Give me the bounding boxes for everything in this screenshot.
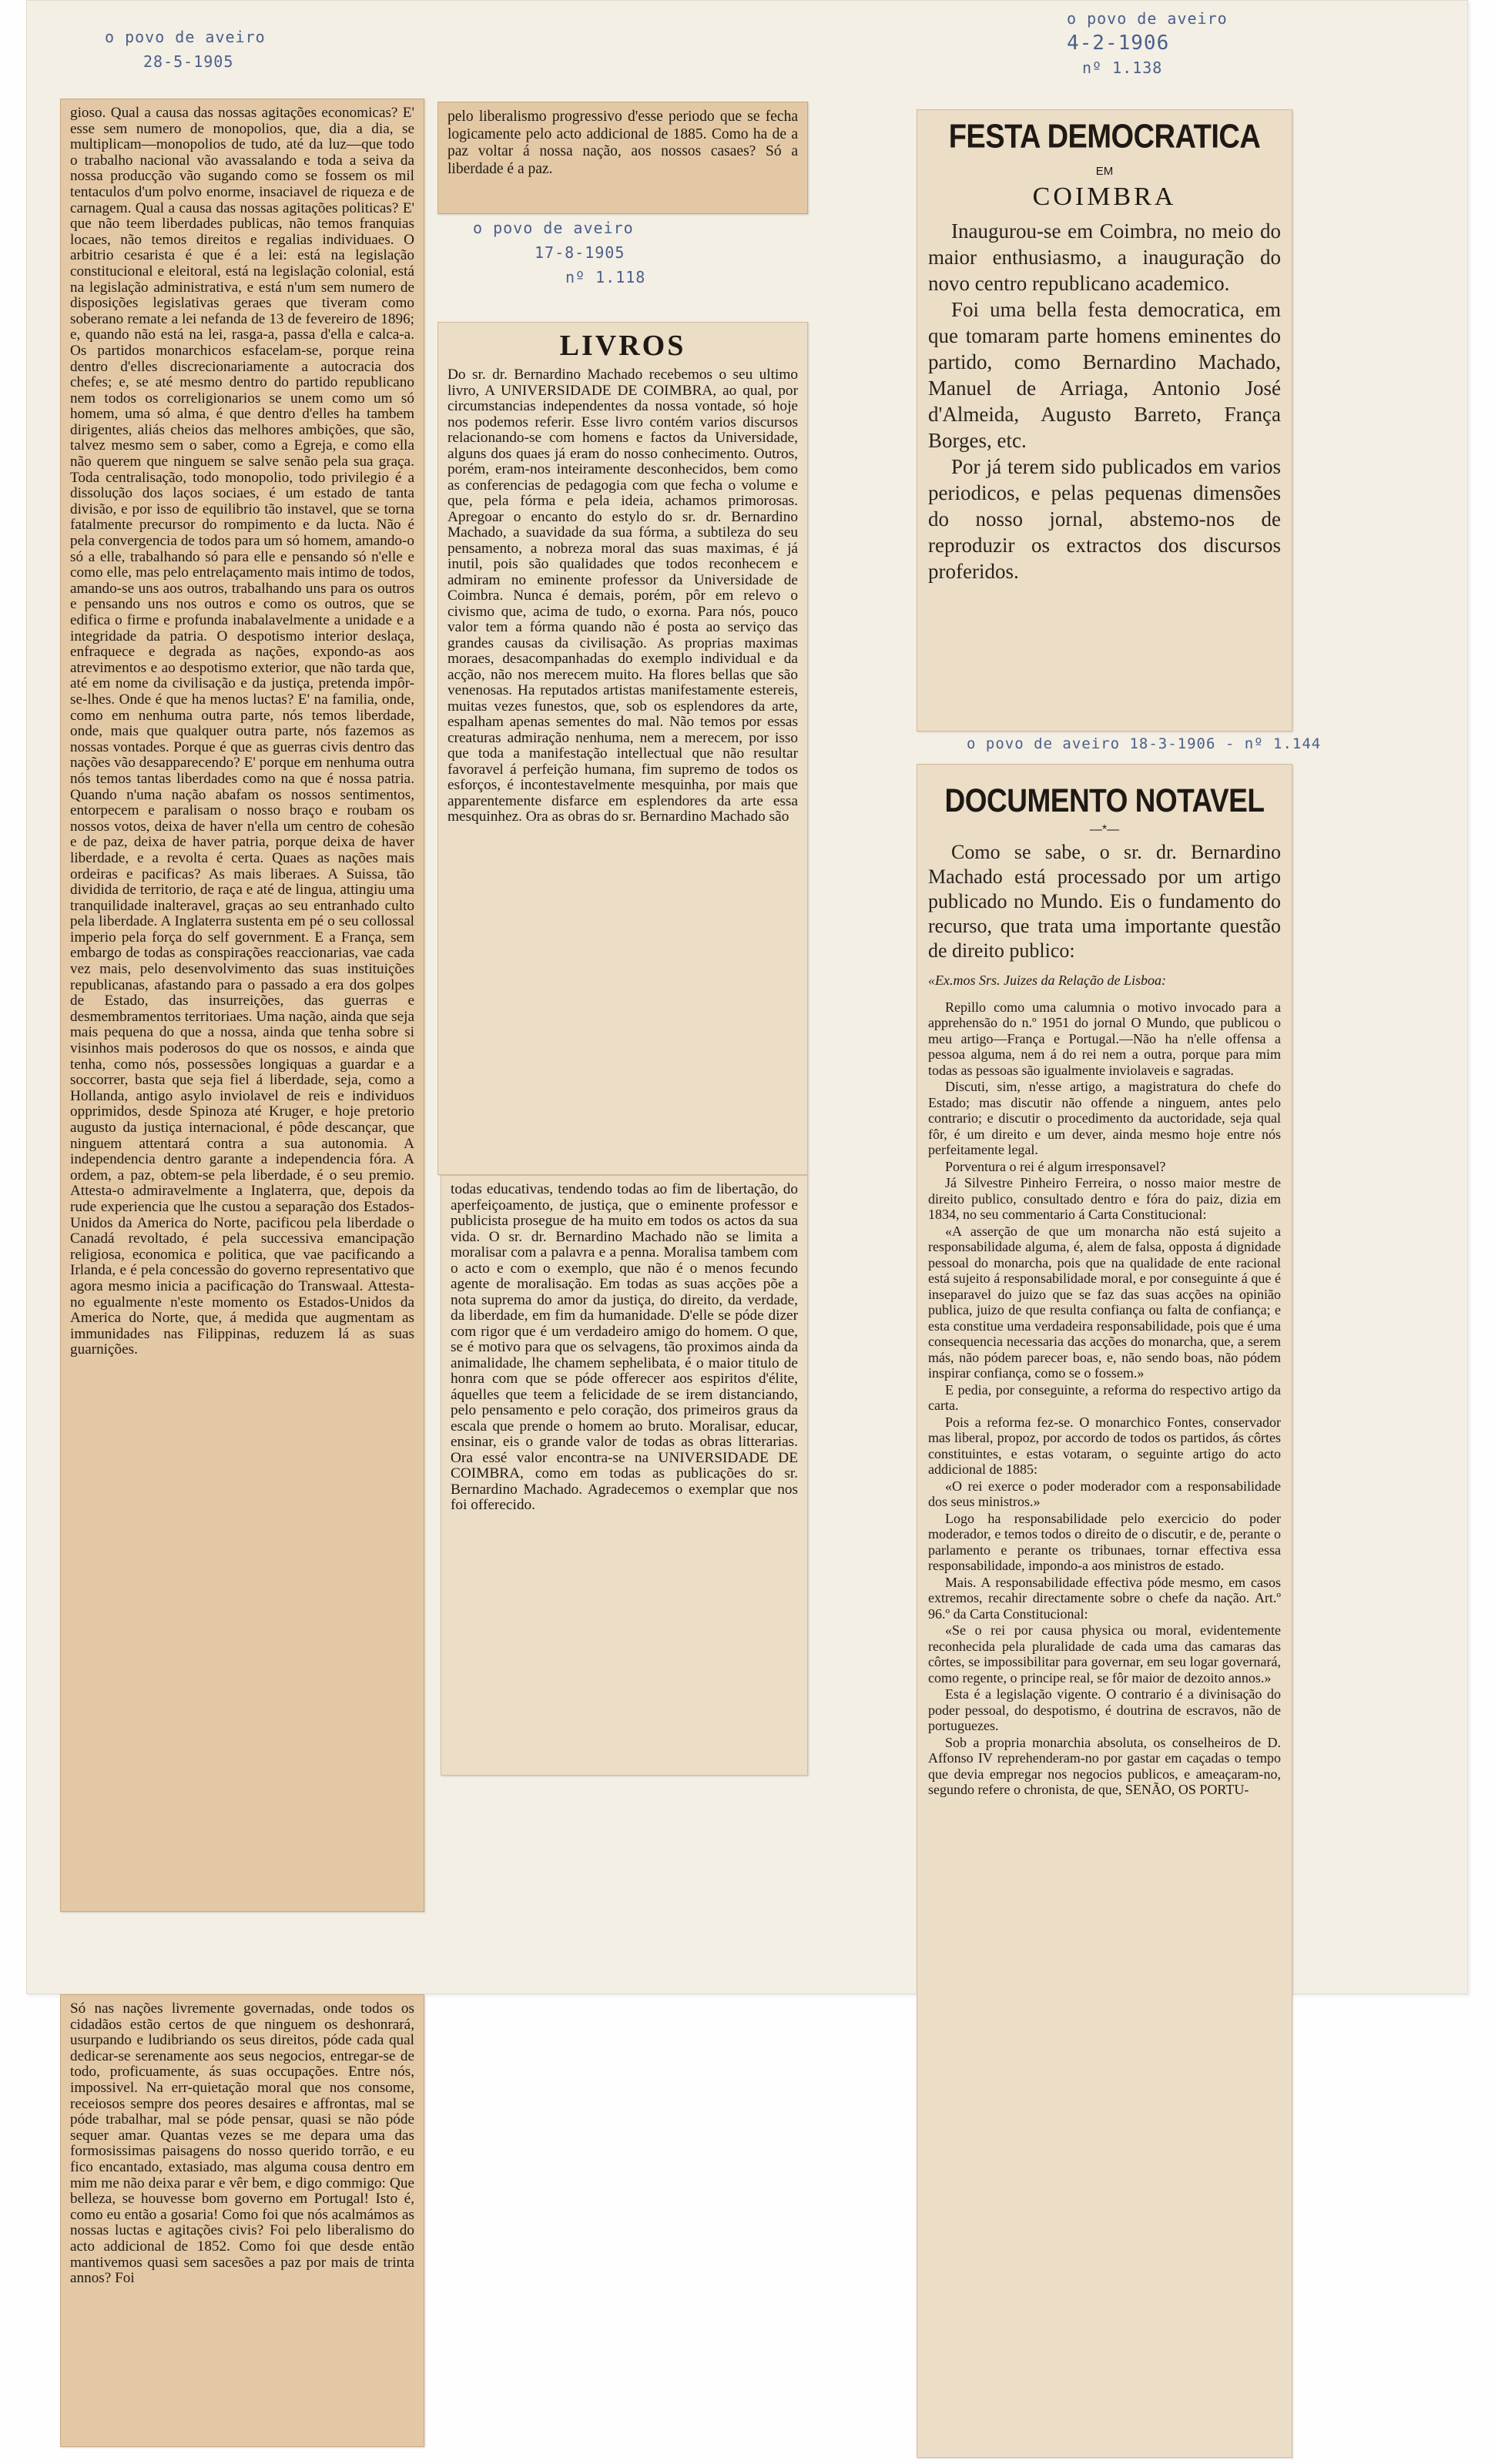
note-source: o povo de aveiro: [1067, 9, 1228, 28]
note-date: 28-5-1905: [143, 52, 234, 71]
doc-paragraph: Pois a reforma fez-se. O monarchico Fontes, conservador mas liberal, propoz, por accordo de todos os partidos, ás côrtes constituintes, e estas votaram, o seguinte artigo do acto addicional de 1885:: [928, 1414, 1281, 1477]
clipping-livros-cont: [441, 1175, 808, 1776]
livros-continuation: todas educativas, tendendo todas ao fim de libertação, do aperfeiçoamento, de justiça, que o eminente professor e publicista prosegue de ha muito em todos os actos da sua vida. O sr. dr. Bernardino Machado não se limita a moralisar com a palavra e a penna. Moralisa tambem com o acto e com o exemplo, que não é o menos fecundo agente de moralisação. Em todas as suas acções põe a nota suprema do amor da justiça, do direito, da verdade, da liberdade, em fim da humanidade. D'elle se póde dizer com rigor que é um verdadeiro amigo do homem. O que, se é motivo para que os selvagens, tão proximos ainda da animalidade, lhe chamem sephelibata, é o maior titulo de honra com que se póde offerecer aos espiritos d'élite, áquelles que teem a felicidade de se irem distanciando, pelo pensamento e pelo coração, dos primeiros graus da escala que prende o homem ao bruto. Moralisar, educar, ensinar, eis o grande valor de todas as obras litterarias. Ora essé valor encontra-se na UNIVERSIDADE DE COIMBRA, como em todas as publicações do sr. Bernardino Machado. Agradecemos o exemplar que nos foi offerecido.: [451, 1181, 798, 1513]
festa-title: FESTA DEMOCRATICA: [948, 118, 1261, 156]
clipping-livros: [437, 322, 808, 1175]
doc-body: [917, 973, 1292, 1798]
festa-body: [917, 218, 1292, 584]
doc-title: DOCUMENTO NOTAVEL: [944, 782, 1265, 819]
doc-paragraph: Mais. A responsabilidade effectiva póde mesmo, em casos extremos, recahir directamente sobre o chefe da nação. Art.º 96.º da Carta Constitucional:: [928, 1574, 1281, 1622]
doc-paragraph: E pedia, por conseguinte, a reforma do respectivo artigo da carta.: [928, 1381, 1281, 1413]
doc-paragraph: Repillo como uma calumnia o motivo invocado para a apprehensão do n.º 1951 do jornal O Mundo, que publicou o meu artigo—França e Portugal.—Não ha n'elle offensa a pessoa alguma, nem á do rei nem a outra, porque para mim todas as pessoas são igualmente inviolaveis e sagradas.: [928, 999, 1281, 1078]
handwritten-note-3: [1067, 6, 1228, 80]
editorial-continuation: Só nas nações livremente governadas, onde todos os cidadãos estão certos de que ninguem os deshonrará, usurpando e ludibriando os seus direitos, póde cada qual dedicar-se serenamente aos seus negocios, entregar-se de todo, proficuamente, ás suas occupações. Entre nós, impossivel. Na err-quietação moral que nos consome, receiosos sempre dos peores desaires e affrontas, mal se póde trabalhar, mal se póde pensar, quasi se não póde sequer amar. Quantas vezes se me depara uma das formosissimas paisagens do nosso querido torrão, e eu fico encantado, extasiado, mas alguma cousa dentro em mim me não deixa parar e vêr bem, e digo commigo: Que belleza, se houvesse bom governo em Portugal! Isto é, como eu então a gosaria! Como foi que nós acalmámos as nossas luctas e agitações civis? Foi pelo liberalismo do acto addicional de 1852. Como foi que desde então mantivemos quasi sem sacesões a paz por mais de trinta annos? Foi: [70, 2000, 414, 2287]
note-text: o povo de aveiro 18-3-1906 - nº 1.144: [967, 735, 1322, 752]
clipping-editorial: [60, 99, 424, 1912]
festa-paragraph-3: Por já terem sido publicados em varios periodicos, e pelas pequenas dimensões do nosso jornal, abstemo-nos de reproduzir os extractos dos discursos proferidos.: [928, 455, 1281, 583]
doc-quote: «Se o rei por causa physica ou moral, evidentemente reconhecida pela pluralidade de cada uma das camaras das côrtes, se impossibilitar para governar, em seu logar governará, como regente, o principe real, se fôr maior de dezoito annos.»: [928, 1622, 1281, 1686]
editorial-end-text: pelo liberalismo progressivo d'esse periodo que se fecha logicamente pelo acto addicional de 1885. Como ha de a paz voltar á nossa nação, aos nossos casaes? Só a liberdade é a paz.: [447, 109, 798, 177]
note-number: nº 1.118: [565, 268, 646, 286]
doc-separator: —*—: [1089, 823, 1120, 836]
livros-text: Do sr. dr. Bernardino Machado recebemos o seu ultimo livro, A UNIVERSIDADE DE COIMBRA, ao qual, por circumstancias independentes da nossa vontade, só hoje nos podemos referir. Esse livro contém varios discursos relacionando-se com homens e factos da Universidade, alguns dos quaes já eram do nosso conhecimento. Outros, porém, eram-nos inteiramente desconhecidos, bem como as conferencias de pedagogia com que fecha o volume e que, pela fórma e pela ideia, achamos primorosas. Apregoar o encanto do estylo do sr. dr. Bernardino Machado, a suavidade da sua fórma, a subtileza do seu pensamento, a nobreza moral das suas maximas, é já inutil, pois são qualidades que todos reconhecem e admiram no eminente professor da Universidade de Coimbra. Nunca é demais, porém, pôr em relevo o civismo que, acima de tudo, o exorna. Para nós, pouco valor tem a fórma quando não é posta ao serviço das grandes causas da civilisação. As proprias maximas moraes, desacompanhadas do exemplo individual e da acção, não nos merecem muito. Ha flores bellas que são venenosas. Ha reputados artistas manifestamente estereis, muitas vezes funestos, que, sob os esplendores da arte, espalham apenas sementes do mal. Não temos por essas creaturas admiração nenhuma, nem a merecem, por isso que toda a manifestação intellectual que não resultar favoravel á perfeição humana, fim supremo de todos os esforços, é incontestavelmente mesquinha, por mais que apparentemente disfarce em esplendores da arte essa mesquinhez. Ora as obras do sr. Bernardino Machado são: [447, 367, 798, 825]
note-date: 4-2-1906: [1067, 32, 1170, 55]
clipping-festa-democratica: [917, 109, 1292, 732]
doc-paragraph: Já Silvestre Pinheiro Ferreira, o nosso maior mestre de direito publico, consultado dentro e fóra do paiz, dizia em 1834, no seu commentario á Carta Constitucional:: [928, 1175, 1281, 1222]
note-date: 17-8-1905: [535, 243, 625, 262]
editorial-text: gioso. Qual a causa das nossas agitações economicas? E' esse sem numero de monopolios, que, dia a dia, se multiplicam—monopolios de tudo, até da luz—que todo o trabalho nacional vão avassalando e toda a seiva da nossa producção vão sugando como se fossem os mil tentaculos d'um polvo enorme, insaciavel de riqueza e de carnagem. Qual a causa das nossas agitações politicas? E' que não teem liberdades publicas, não temos franquias locaes, não temos direitos e regalias individuaes. O arbitrio cesarista é que é a lei: está na legislação constitucional e eleitoral, está na legislação colonial, está na legislação administrativa, e está n'um sem numero de disposições legislativas geraes que tiveram como soberano remate a lei nefanda de 13 de fevereiro de 1896; e, quando não está na lei, rasga-a, passa d'ella e calca-a. Os partidos monarchicos esfacelam-se, porque reina dentro d'elles discrecionariamente a autocracia dos chefes; e, se até mesmo dentro do partido republicano nem todos os correligionarios se unem como um só homem, uma só alma, é que dentro d'elles ha tambem dirigentes, aliás cheios das melhores ambições, que são, talvez mesmo sem o saber, como a Egreja, e como ella não querem que ninguem se salve senão pela sua graça. Toda centralisação, todo monopolio, todo privilegio é a dissolução dos laços sociaes, é um estado de tanta divisão, e por isso de equilibrio tão instavel, que se torna fatalmente precursor do rompimento e da lucta. Não é pela convergencia de todos para um só homem, amando-o só a elle, trabalhando só para elle e pensando só n'elle e como elle, mas pelo entrelaçamento mais intimo de todos, amando-se uns aos outros, trabalhando uns para os outros e pensando uns nos outros e como os outros, que se edifica o firme e profunda inabalavelmente a unidade e a integridade da patria. O despotismo interior deslaça, enfraquece e degrada as nações, expondo-as aos atrevimentos e ao despotismo exterior, que não tarda que, até em nome da civilisação e da justiça, pretenda impôr-se-lhes. Onde é que ha menos luctas? E' na familia, onde, como em nenhuma outra parte, nós temos liberdade, onde, mais que qualquer outra parte, nós fazemos as nossas vontades. Porque é que as guerras civis dentro das nações vão desapparecendo? E' porque em nenhuma outra nós temos tantas liberdades como na que é nossa patria. Quando n'uma nação abafam os nossos sentimentos, entorpecem e paralisam o nosso braço e roubam os nossos votos, deixa de haver n'ella um centro de cohesão e de paz, deixa de haver patria, porque deixa de haver liberdade, e a revolta é certa. Quaes as nações mais ordeiras e pacificas? As mais liberaes. A Suissa, tão dividida de territorio, de raça e até de lingua, attingiu uma tranquilidade inalteravel, graças ao seu entranhado culto pela liberdade. A Inglaterra sustenta em pé o seu collossal imperio pela força do self government. E a França, sem embargo de todas as conspirações reaccionarias, vae cada vez mais, pelo desenvolvimento das suas instituições republicanas, afastando para o passado a era dos golpes de Estado, das insurreições, das guerras e desmembramentos territoriaes. Uma nação, ainda que seja mais pequena do que a nossa, ainda que tenha sobre si visinhos mais poderosos do que os nossos, e ainda que tenha, como nós, possessões longiquas a guardar e a soccorrer, basta que seja fiel á liberdade, seja, como a Hollanda, antigo asylo inviolavel de reis e individuos opprimidos, desde Spinoza até Kruger, e hoje pretorio augusto da justiça internacional, é pôde descançar, que ninguem attentará contra a sua autonomia. A independencia dentro garante a independencia fóra. A ordem, a paz, obtem-se pela liberdade, é o seu premio. Attesta-o admiravelmente a Inglaterra, que, depois da rude experiencia que lhe custou a separação dos Estados-Unidos da America do Norte, pacificou pela liberdade o Canadá revoltado, é pela successiva emancipação religiosa, economica e politica, que vae pacificando a Irlanda, e é pela concessão do governo representativo que agora mesmo inicia a pacificação do Transwaal. Attesta-no egualmente n'este momento os Estados-Unidos da America do Norte, que, á medida que augmentam as immunidades nas Filippinas, reduzem lá as suas guarnições.: [70, 105, 414, 1358]
festa-title-em: EM: [1095, 165, 1114, 178]
clipping-documento-notavel: [917, 764, 1292, 2458]
doc-paragraph: Sob a propria monarchia absoluta, os conselheiros de D. Affonso IV reprehenderam-no por gastar em caçadas o tempo que devia empregar nos negocios publicos, e ameaçaram-no, segundo refere o chronista, de que, SENÃO, OS PORTU-: [928, 1734, 1281, 1797]
clipping-editorial-end: [437, 102, 808, 214]
doc-paragraph: Logo ha responsabilidade pelo exercicio do poder moderador, e temos todos o direito de o discutir, e de, perante o parlamento e perante os tribunaes, tornar effectiva essa responsabilidade, impondo-a aos ministros de estado.: [928, 1510, 1281, 1573]
handwritten-note-4: [967, 732, 1321, 756]
handwritten-note-2: [473, 216, 645, 290]
doc-intro-paragraph: Como se sabe, o sr. dr. Bernardino Machado está processado por um artigo publicado no Mundo. Eis o fundamento do recurso, que trata uma importante questão de direito publico:: [928, 841, 1281, 962]
doc-quote: «A asserção de que um monarcha não está sujeito a responsabilidade alguma, é, alem de falsa, opposta á dignidade pessoal do monarcha, pois que na qualidade de ente racional está sujeito á responsabilidade moral, e por conseguinte á que é inseparavel do juizo que se faz das suas acções na opinião publica, juizo de que resulta confiança ou falta de confiança; e esta constitue uma verdadeira responsabilidade, pois que é uma consequencia necessaria das acções do monarcha, que, a serem más, não pódem parecer boas, e, não sendo boas, não pódem inspirar confiança, como se o fossem.»: [928, 1223, 1281, 1381]
handwritten-note-1: [105, 25, 266, 74]
festa-paragraph-2: Foi uma bella festa democratica, em que tomaram parte homens eminentes do partido, como Bernardino Machado, Manuel de Arriaga, Antonio José d'Almeida, Augusto Barreto, França Borges, etc.: [928, 298, 1281, 452]
doc-paragraph: Porventura o rei é algum irresponsavel?: [945, 1158, 1166, 1174]
clipping-editorial-cont: [60, 1994, 424, 2447]
livros-title: LIVROS: [559, 330, 686, 362]
doc-paragraph: Esta é a legislação vigente. O contrario é a divinisação do poder pessoal, do despotismo, é doutrina de escravos, não de portuguezes.: [928, 1686, 1281, 1733]
note-number: nº 1.138: [1082, 59, 1163, 77]
doc-paragraph: Discuti, sim, n'esse artigo, a magistratura do chefe do Estado; mas discutir não offende a ninguem, antes pelo contrario; e discutir o procedimento da auctoridade, seja qual fôr, é um direito e um dever, ainda mesmo hoje entre nós perfeitamente legal.: [928, 1079, 1281, 1157]
note-source: o povo de aveiro: [473, 219, 634, 237]
doc-quote: «O rei exerce o poder moderador com a responsabilidade dos seus ministros.»: [928, 1478, 1281, 1509]
doc-intro: [917, 840, 1292, 963]
festa-paragraph-1: Inaugurou-se em Coimbra, no meio do maior enthusiasmo, a inauguração do novo centro republicano academico.: [928, 219, 1281, 295]
note-source: o povo de aveiro: [105, 28, 266, 46]
doc-salutation: «Ex.mos Srs. Juizes da Relação de Lisboa:: [928, 973, 1166, 988]
festa-title-city: COIMBRA: [1032, 182, 1177, 211]
